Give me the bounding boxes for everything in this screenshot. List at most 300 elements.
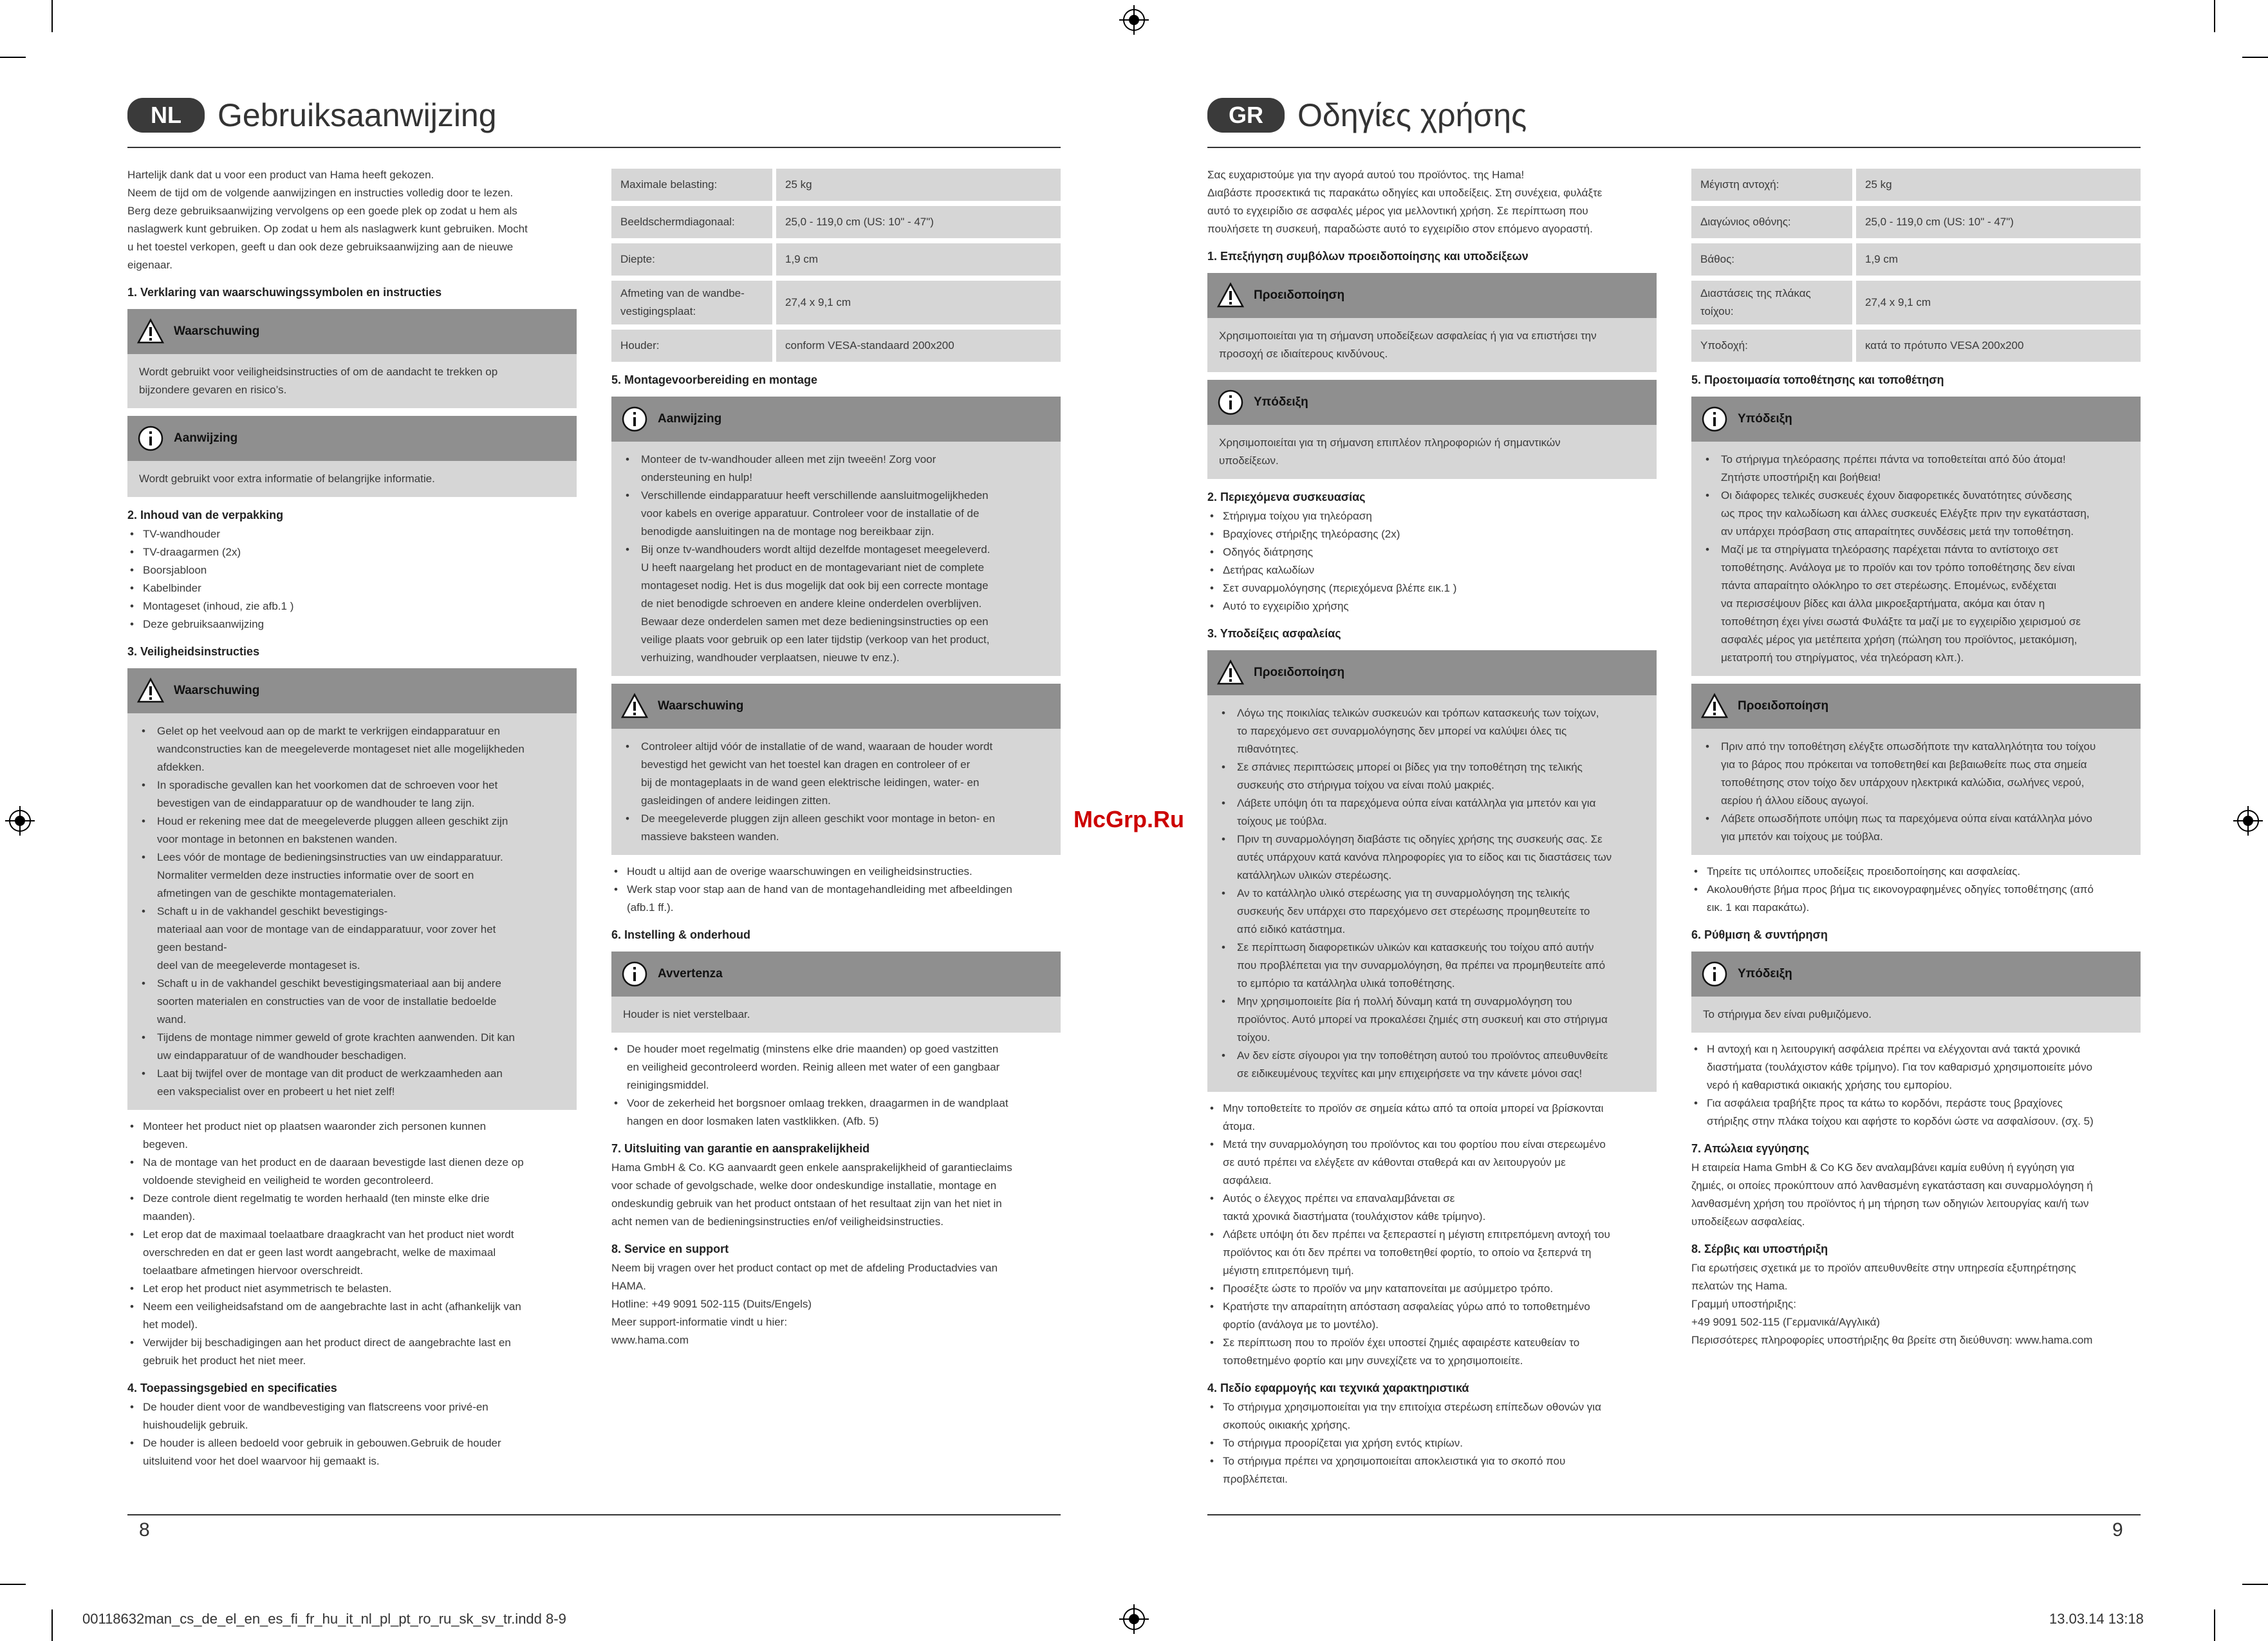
info-icon — [620, 405, 649, 433]
warranty-text — [1691, 1159, 2141, 1231]
list-item — [1219, 1047, 1645, 1083]
box-header — [611, 397, 1061, 442]
specs-table — [1691, 169, 2141, 362]
list-item-line: • Verwijder bij beschadigingen aan het product direct de aangebrachte last en — [143, 1336, 511, 1349]
list-item-line: σε ειδικευμένους τεχνίτες και μην επιχειρήσετε να την κάνετε μόνοι σας! — [1237, 1067, 1583, 1080]
box-body — [611, 729, 1061, 855]
box-title: Waarschuwing — [174, 324, 260, 338]
list-item-line: gasleidingen of andere leidingen zitten. — [641, 794, 831, 807]
bullet-list — [1207, 1398, 1657, 1488]
specs-row — [611, 330, 1061, 362]
list-item-line: wand. — [157, 1013, 187, 1026]
list-item: • Kabelbinder — [127, 579, 577, 597]
specs-row — [1691, 206, 2141, 238]
text-line: Neem de tijd om de volgende aanwijzingen en instructies volledig door te lezen. — [127, 187, 514, 199]
box-header — [127, 668, 577, 713]
list-item-line: να περισσέψουν βίδες και άλλα μικροεξαρτήματα, ακόμα και όταν η — [1721, 597, 2045, 610]
list-item-line: πιθανότητες. — [1237, 743, 1299, 755]
spec-label: Διαγώνιος οθόνης: — [1691, 206, 1852, 238]
list-item — [127, 1280, 577, 1298]
watermark: McGrp.Ru — [1074, 806, 1185, 832]
text-line: voor schade of gevolgschade, welke door ondeskundige installatie, montage en — [611, 1179, 997, 1192]
box-header — [611, 952, 1061, 997]
list-item-line: τοποθέτηση έχει γίνει σωστά Φυλάξτε τα μαζί με το εγχειρίδιο χειρισμού σε — [1721, 615, 2081, 628]
section-heading: 6. Ρύθμιση & συντήρηση — [1691, 928, 1828, 941]
box-title: Υπόδειξη — [1738, 412, 1792, 426]
list-item — [623, 810, 1049, 846]
text-line: Hartelijk dank dat u voor een product van Hama heeft gekozen. — [127, 169, 434, 181]
list-item-line: εικ. 1 και παρακάτω). — [1707, 901, 1810, 914]
bullet-list — [611, 863, 1061, 917]
warning-box — [127, 309, 577, 408]
text-line: Wordt gebruikt voor extra informatie of belangrijke informatie. — [139, 473, 435, 485]
crop-mark — [2214, 0, 2215, 32]
list-item — [127, 1434, 577, 1470]
list-item-line: • Αν το κατάλληλο υλικό στερέωσης για τη συναρμολόγηση της τελικής — [1237, 887, 1570, 899]
list-item-line: • Πριν τη συναρμολόγηση διαβάστε τις οδηγίες χρήσης της συσκευής σας. Σε — [1237, 833, 1603, 845]
list-item — [139, 1029, 565, 1065]
list-item — [139, 1065, 565, 1101]
list-item — [1207, 1100, 1657, 1136]
list-item-line: bij de montageplaats in de wand geen elektrische leidingen, water- en — [641, 776, 980, 789]
box-title: Waarschuwing — [174, 684, 260, 697]
crop-mark — [0, 1584, 26, 1585]
list-item-line: massieve baksteen wanden. — [641, 830, 779, 843]
section-heading: 3. Υποδείξεις ασφαλείας — [1207, 627, 1341, 640]
info-icon — [136, 424, 165, 453]
list-item-line: • Λόγω της ποικιλίας τελικών συσκευών και τρόπων κατασκευής των τοίχων, — [1237, 707, 1599, 719]
info-icon — [1216, 388, 1245, 417]
list-item-line: Normaliter vermelden deze instructies informatie over de soort en — [157, 869, 474, 881]
bullet-list — [623, 738, 1049, 846]
text-line: Περισσότερες πληροφορίες υποστήριξης θα βρείτε στη διεύθυνση: www.hama.com — [1691, 1334, 2093, 1346]
list-item-line: • Schaft u in de vakhandel geschikt bevestigingsmateriaal aan bij andere — [157, 977, 501, 989]
list-item — [1691, 1040, 2141, 1094]
spec-label: Βάθος: — [1691, 243, 1852, 276]
note-box — [127, 416, 577, 497]
list-item-line: • Η αντοχή και η λειτουργική ασφάλεια πρέπει να ελέγχονται ανά τακτά χρονικά — [1707, 1043, 2081, 1055]
specs-row — [1691, 169, 2141, 201]
section-heading: 3. Veiligheidsinstructies — [127, 645, 260, 658]
list-item-line: • De meegeleverde pluggen zijn alleen geschikt voor montage in beton- en — [641, 812, 996, 825]
box-body — [1691, 729, 2141, 855]
list-item-line: • Πριν από την τοποθέτηση ελέγξτε οπωσδήποτε την καταλληλότητα του τοίχου — [1721, 740, 2096, 753]
specs-row — [611, 206, 1061, 238]
list-item-line: πάντα απαραίτητο ολόκληρο το σετ στερέωσης. Επομένως, ενδέχεται — [1721, 579, 2057, 592]
box-body — [1691, 997, 2141, 1033]
list-item-line: • Houdt u altijd aan de overige waarschuwingen en veiligheidsinstructies. — [627, 865, 972, 877]
section-heading: 1. Επεξήγηση συμβόλων προειδοποίησης και υποδείξεων — [1207, 250, 1529, 263]
warranty-text — [611, 1159, 1061, 1231]
list-item — [127, 1154, 577, 1190]
list-item-line: • Μαζί με τα στηρίγματα τηλεόρασης παρέχεται πάντα το αντίστοιχο σετ — [1721, 543, 2059, 556]
list-item — [1207, 1298, 1657, 1334]
text-line: πουλήσετε τη συσκευή, παραδώστε αυτό το εγχειρίδιο στον επόμενο αγοραστή. — [1207, 223, 1593, 235]
box-header — [611, 684, 1061, 729]
list-item-line: αυτές υπάρχουν κατά κανόνα πληροφορίες για το είδος και τις διαστάσεις των — [1237, 851, 1612, 863]
list-item-line: • Λάβετε οπωσδήποτε υπόψη πως τα παρεχόμενα ούπα είναι κατάλληλα μόνο — [1721, 812, 2092, 825]
note-box — [1691, 397, 2141, 676]
box-body — [611, 997, 1061, 1033]
spec-value: 1,9 cm — [776, 243, 1061, 276]
list-item — [127, 1226, 577, 1280]
page-number: 9 — [2112, 1519, 2123, 1541]
registration-mark-icon — [5, 806, 35, 836]
page-header-left — [127, 97, 497, 134]
box-title: Waarschuwing — [658, 699, 744, 713]
list-item-line: • Κρατήστε την απαραίτητη απόσταση ασφαλείας γύρω από το τοποθετημένο — [1223, 1300, 1590, 1313]
list-item — [1207, 1398, 1657, 1434]
bullet-list — [1219, 704, 1645, 1083]
list-item — [623, 451, 1049, 487]
language-tag: GR — [1207, 98, 1285, 133]
bullet-list — [1703, 738, 2129, 846]
specs-row — [611, 281, 1061, 324]
section-heading: 1. Verklaring van waarschuwingssymbolen en instructies — [127, 286, 442, 299]
bullet-list — [1207, 507, 1657, 615]
list-item-line: αν υπάρχει πρόσβαση στις απαραίτητες συνδέσεις μετά την τοποθέτηση. — [1721, 525, 2074, 538]
section-heading: 6. Instelling & onderhoud — [611, 928, 750, 941]
text-line: eigenaar. — [127, 259, 172, 271]
list-item-line: • Werk stap voor stap aan de hand van de montagehandleiding met afbeeldingen — [627, 883, 1012, 896]
header-rule — [1207, 147, 2141, 148]
warning-box — [1207, 273, 1657, 372]
file-name: 00118632man_cs_de_el_en_es_fi_fr_hu_it_nl_pl_pt_ro_ru_sk_sv_tr.indd 8-9 — [82, 1611, 566, 1627]
spec-value: 25,0 - 119,0 cm (US: 10" - 47") — [776, 206, 1061, 238]
box-header — [1207, 380, 1657, 425]
text-line: Wordt gebruikt voor veiligheidsinstructies of om de aandacht te trekken op — [139, 366, 498, 378]
bullet-list — [127, 1118, 577, 1370]
list-item-line: • Houd er rekening mee dat de meegeleverde pluggen alleen geschikt zijn — [157, 815, 508, 827]
list-item-line: μετατροπή του στηρίγματος, νέα τηλεόραση κλπ.). — [1721, 652, 1964, 664]
list-item-line: benodigde aansluitingen na de montage nog bereikbaar zijn. — [641, 525, 934, 538]
text-line: Meer support-informatie vindt u hier: — [611, 1316, 788, 1328]
crop-mark — [2214, 1609, 2215, 1641]
page-title: Οδηγίες χρήσης — [1297, 97, 1527, 133]
section-heading: 5. Montagevoorbereiding en montage — [611, 373, 818, 386]
crop-mark — [51, 1609, 53, 1641]
list-item-line: άτομα. — [1223, 1120, 1256, 1132]
list-item-line: προϊόντος. Αυτό μπορεί να προκαλέσει ζημιές στη συσκευή και στο στήριγμα — [1237, 1013, 1608, 1026]
list-item-line: en veiligheid gecontroleerd worden. Reinig alleen met water of een gangbaar — [627, 1061, 1000, 1073]
warning-icon — [620, 692, 649, 720]
list-item — [611, 881, 1061, 917]
spec-label: Διαστάσεις της πλάκας τοίχου: — [1691, 281, 1852, 324]
list-item — [623, 487, 1049, 541]
list-item — [139, 776, 565, 812]
list-item-line: Bewaar deze onderdelen samen met deze bedieningsinstructies op een — [641, 615, 989, 628]
list-item-line: • Για ασφάλεια τραβήξτε προς τα κάτω το κορδόνι, περάστε τους βραχίονες — [1707, 1097, 2063, 1109]
text-line: υποδείξεων ασφαλείας. — [1691, 1215, 1805, 1228]
list-item-line: το εμπόριο τα κατάλληλα υλικά τοποθέτησης. — [1237, 977, 1455, 989]
box-body — [611, 442, 1061, 676]
list-item-line: verhuizing, wandhouder verplaatsen, nieuwe tv enz.). — [641, 652, 900, 664]
note-box — [1691, 952, 2141, 1033]
list-item-line: • Σε σπάνιες περιπτώσεις μπορεί οι βίδες για την τοποθέτηση της τελικής — [1237, 761, 1583, 773]
list-item-line: τοίχου. — [1237, 1031, 1270, 1044]
list-item-line: Ζητήστε υποστήριξη και βοήθεια! — [1721, 471, 1881, 483]
list-item — [1703, 541, 2129, 667]
list-item-line: • De houder dient voor de wandbevestiging van flatscreens voor privé-en — [143, 1401, 488, 1413]
list-item-line: • Lees vóór de montage de bedieningsinstructies van uw eindapparatuur. — [157, 851, 503, 863]
list-item-line: • Let erop dat de maximaal toelaatbare draagkracht van het product niet wordt — [143, 1228, 514, 1241]
list-item-line: voor kabels en overige apparatuur. Controleer voor de installatie of de — [641, 507, 980, 520]
right-column-2 — [1691, 169, 2141, 1349]
warning-box — [127, 668, 577, 1110]
note-box — [611, 952, 1061, 1033]
list-item-line: geen bestand- — [157, 941, 227, 953]
list-item-line: ασφάλεια. — [1223, 1174, 1272, 1186]
list-item-line: • Μην χρησιμοποιείτε βία ή πολλή δύναμη κατά τη συναρμολόγηση του — [1237, 995, 1572, 1008]
list-item-line: προβλέπεται. — [1223, 1473, 1288, 1485]
list-item-line: U heeft naargelang het product en de montagevariant niet de complete — [641, 561, 985, 574]
warning-icon — [136, 677, 165, 705]
list-item-line: φορτίο (ανάλογα με το μοντέλο). — [1223, 1318, 1379, 1331]
list-item — [1207, 1334, 1657, 1370]
bullet-list — [623, 451, 1049, 667]
list-item: • Deze gebruiksaanwijzing — [127, 615, 577, 633]
section-heading: 8. Σέρβις και υποστήριξη — [1691, 1242, 1828, 1255]
list-item — [611, 863, 1061, 881]
text-line: ondeskundig gebruik van het product ontstaan of het resultaat zijn van het niet in — [611, 1197, 1002, 1210]
list-item-line: • Laat bij twijfel over de montage van dit product de werkzaamheden aan — [157, 1067, 503, 1080]
list-item-line: voor montage in betonnen en bakstenen wanden. — [157, 833, 398, 845]
list-item-line: • Τηρείτε τις υπόλοιπες υποδείξεις προειδοποίησης και ασφαλείας. — [1707, 865, 2021, 877]
text-line: Σας ευχαριστούμε για την αγορά αυτού του προϊόντος. της Hama! — [1207, 169, 1525, 181]
list-item-line: • Neem een veiligheidsafstand om de aangebrachte last in acht (afhankelijk van — [143, 1300, 521, 1313]
list-item — [139, 975, 565, 1029]
spec-value: 25,0 - 119,0 cm (US: 10" - 47") — [1856, 206, 2141, 238]
list-item-line: ασφαλές μέρος για μετέπειτα χρήση (πώληση του προϊόντος, μετακόμιση, — [1721, 633, 2077, 646]
registration-mark-icon — [2233, 806, 2263, 836]
box-title: Aanwijzing — [174, 431, 238, 445]
note-box — [611, 397, 1061, 676]
list-item-line: • Tijdens de montage nimmer geweld of grote krachten aanwenden. Dit kan — [157, 1031, 515, 1044]
list-item-line: τοποθέτησης. Ανάλογα με το προϊόν και τον τρόπο τοποθέτησης δεν είναι — [1721, 561, 2076, 574]
warning-icon — [1216, 659, 1245, 687]
list-item — [1207, 1226, 1657, 1280]
list-item-line: προϊόντος και ότι δεν πρέπει να τοποθετηθεί φορτίο, το οποίο να ξεπερνά τη — [1223, 1246, 1592, 1259]
list-item-line: uw eindapparatuur of de wandhouder beschadigen. — [157, 1049, 407, 1062]
box-header — [127, 416, 577, 461]
text-line: Το στήριγμα δεν είναι ρυθμιζόμενο. — [1703, 1008, 1872, 1020]
specs-row — [1691, 281, 2141, 324]
list-item-line: voldoende stevigheid en veiligheid te worden gecontroleerd. — [143, 1174, 434, 1186]
spec-value: 27,4 x 9,1 cm — [776, 281, 1061, 324]
list-item-line: • Λάβετε υπόψη ότι τα παρεχόμενα ούπα είναι κατάλληλα για μπετόν και για — [1237, 797, 1596, 809]
list-item — [611, 1094, 1061, 1130]
list-item-line: • Το στήριγμα πρέπει να χρησιμοποιείται αποκλειστικά για το σκοπό που — [1223, 1455, 1566, 1467]
list-item — [127, 1190, 577, 1226]
box-body — [1207, 318, 1657, 372]
list-item: • Δετήρας καλωδίων — [1207, 561, 1657, 579]
list-item-line: • Μην τοποθετείτε το προϊόν σε σημεία κάτω από τα οποία μπορεί να βρίσκονται — [1223, 1102, 1604, 1114]
box-header — [1207, 650, 1657, 695]
box-header — [1691, 397, 2141, 442]
list-item — [1219, 794, 1645, 830]
list-item — [1207, 1136, 1657, 1190]
text-line: πελατών της Hama. — [1691, 1280, 1788, 1292]
intro-text — [127, 166, 577, 274]
list-item-line: • Voor de zekerheid het borgsnoer omlaag trekken, draagarmen in de wandplaat — [627, 1097, 1009, 1109]
text-line: bijzondere gevaren en risico’s. — [139, 384, 287, 396]
text-line: naslagwerk kunt gebruiken. Op zodat u hem als naslagwerk kunt gebruiken. Mocht — [127, 223, 528, 235]
list-item-line: • Bij onze tv-wandhouders wordt altijd dezelfde montageset meegeleverd. — [641, 543, 990, 556]
bullet-list — [1703, 451, 2129, 667]
spec-label: Μέγιστη αντοχή: — [1691, 169, 1852, 201]
section-heading: 2. Inhoud van de verpakking — [127, 509, 284, 521]
specs-row — [1691, 330, 2141, 362]
box-header — [127, 309, 577, 354]
list-item-line: hangen en door losmaken laten vastklikken. (Afb. 5) — [627, 1115, 879, 1127]
bullet-list — [127, 1398, 577, 1470]
list-item: • TV-wandhouder — [127, 525, 577, 543]
text-line: Houder is niet verstelbaar. — [623, 1008, 750, 1020]
text-line: www.hama.com — [611, 1334, 689, 1346]
list-item-line: από ειδικό κατάστημα. — [1237, 923, 1346, 935]
list-item-line: een vakspecialist over en probeert u het niet zelf! — [157, 1085, 395, 1098]
list-item-line: • Let erop het product niet asymmetrisch te belasten. — [143, 1282, 392, 1295]
box-body — [127, 461, 577, 497]
intro-text — [1207, 166, 1657, 238]
bullet-list — [611, 1040, 1061, 1130]
section-heading: 7. Απώλεια εγγύησης — [1691, 1142, 1810, 1155]
language-tag: NL — [127, 98, 205, 133]
list-item: • Αυτό το εγχειρίδιο χρήσης — [1207, 597, 1657, 615]
section-heading: 8. Service en support — [611, 1242, 729, 1255]
left-column-2 — [611, 169, 1061, 1349]
list-item — [139, 812, 565, 849]
registration-mark-icon — [1119, 5, 1149, 35]
spec-label: Maximale belasting: — [611, 169, 772, 201]
list-item-line: • Το στήριγμα προορίζεται για χρήση εντός κτιρίων. — [1223, 1437, 1463, 1449]
list-item-line: σε αυτό πρέπει να ελέγξετε αν κάθονται σταθερά και αν λειτουργούν με — [1223, 1156, 1566, 1168]
list-item-line: toelaatbare afmetingen hiervoor overschreidt. — [143, 1264, 364, 1277]
list-item-line: • Controleer altijd vóór de installatie of de wand, waaraan de houder wordt — [641, 740, 993, 753]
text-line: ζημιές, οι οποίες προκύπτουν από λανθασμένη εγκατάσταση και συναρμολόγηση ή — [1691, 1179, 2093, 1192]
list-item — [1219, 704, 1645, 758]
warning-box — [611, 684, 1061, 855]
service-text — [1691, 1259, 2141, 1349]
list-item — [127, 1118, 577, 1154]
list-item — [139, 849, 565, 903]
info-icon — [620, 960, 649, 988]
list-item-line: • Προσέξτε ώστε το προϊόν να μην καταπονείται με ασύμμετρο τρόπο. — [1223, 1282, 1554, 1295]
spec-label: Afmeting van de wandbe-vestigingsplaat: — [611, 281, 772, 324]
specs-row — [611, 169, 1061, 201]
list-item-line: • Monteer het product niet op plaatsen waaronder zich personen kunnen — [143, 1120, 487, 1132]
list-item-line: • Λάβετε υπόψη ότι δεν πρέπει να ξεπεραστεί η μέγιστη επιτρεπόμενη αντοχή του — [1223, 1228, 1610, 1241]
text-line: Berg deze gebruiksaanwijzing vervolgens op een goede plek op zodat u hem als — [127, 205, 517, 217]
specs-row — [611, 243, 1061, 276]
list-item-line: reinigingsmiddel. — [627, 1079, 709, 1091]
section-heading: 4. Toepassingsgebied en specificaties — [127, 1382, 337, 1394]
section-heading: 4. Πεδίο εφαρμογής και τεχνικά χαρακτηριστικά — [1207, 1382, 1469, 1394]
list-item-line: • Μετά την συναρμολόγηση του προϊόντος και του φορτίου που είναι στερεωμένο — [1223, 1138, 1606, 1150]
list-item — [139, 722, 565, 776]
list-item: • Σετ συναρμολόγησης (περιεχόμενα βλέπε εικ.1 ) — [1207, 579, 1657, 597]
list-item — [127, 1298, 577, 1334]
spec-label: Υποδοχή: — [1691, 330, 1852, 362]
list-item — [623, 738, 1049, 810]
list-item-line: de niet benodigde schroeven en andere kleine onderdelen overblijven. — [641, 597, 982, 610]
text-line: υποδείξεων. — [1219, 455, 1279, 467]
list-item — [1691, 881, 2141, 917]
spec-label: Houder: — [611, 330, 772, 362]
text-line: προσοχή σε ιδιαίτερους κινδύνους. — [1219, 348, 1388, 360]
list-item-line: • Verschillende eindapparatuur heeft verschillende aansluitmogelijkheden — [641, 489, 989, 502]
list-item-line: συσκευής δεν υπάρχει στο παρεχόμενο σετ στερέωσης προμηθευτείτε το — [1237, 905, 1590, 917]
warning-icon — [1700, 692, 1729, 720]
box-body — [1207, 695, 1657, 1092]
list-item — [623, 541, 1049, 667]
spec-value: 1,9 cm — [1856, 243, 2141, 276]
list-item — [1207, 1190, 1657, 1226]
spec-value: conform VESA-standaard 200x200 — [776, 330, 1061, 362]
specs-table — [611, 169, 1061, 362]
box-header — [1691, 684, 2141, 729]
list-item — [1691, 863, 2141, 881]
service-text — [611, 1259, 1061, 1349]
list-item-line: • Οι διάφορες τελικές συσκευές έχουν διαφορετικές δυνατότητες σύνδεσης — [1721, 489, 2072, 502]
crop-mark — [2242, 1584, 2268, 1585]
box-header — [1691, 952, 2141, 997]
left-column-1 — [127, 166, 577, 1470]
list-item-line: begeven. — [143, 1138, 188, 1150]
list-item-line: • Deze controle dient regelmatig te worden herhaald (ten minste elke drie — [143, 1192, 490, 1205]
box-body — [1207, 425, 1657, 479]
bullet-list — [139, 722, 565, 1101]
spec-value: 25 kg — [776, 169, 1061, 201]
text-line: u het toestel verkopen, geeft u dan ook deze gebruiksaanwijzing aan de nieuwe — [127, 241, 514, 253]
list-item-line: het model). — [143, 1318, 198, 1331]
list-item-line: για μπετόν και τοίχους με τούβλα. — [1721, 830, 1883, 843]
section-heading: 7. Uitsluiting van garantie en aansprakelijkheid — [611, 1142, 870, 1155]
section-heading: 5. Προετοιμασία τοποθέτησης και τοποθέτηση — [1691, 373, 1944, 386]
list-item-line: κατάλληλων υλικών στερέωσης. — [1237, 869, 1392, 881]
list-item-line: • Το στήριγμα χρησιμοποιείται για την επιτοίχια στερέωση επίπεδων οθονών για — [1223, 1401, 1601, 1413]
text-line: Χρησιμοποιείται για τη σήμανση υποδείξεων ασφαλείας ή για να επιστήσει την — [1219, 330, 1597, 342]
box-title: Aanwijzing — [658, 412, 722, 426]
list-item-line: • De houder moet regelmatig (minstens elke drie maanden) op goed vastzitten — [627, 1043, 999, 1055]
box-body — [127, 713, 577, 1110]
spec-value: 25 kg — [1856, 169, 2141, 201]
text-line: αυτό το εγχειρίδιο σε ασφαλές μέρος για μελλοντική χρήση. Σε περίπτωση που — [1207, 205, 1588, 217]
list-item — [1703, 738, 2129, 810]
list-item-line: • Na de montage van het product en de daaraan bevestigde last dienen deze op — [143, 1156, 524, 1168]
list-item-line: • Αυτός ο έλεγχος πρέπει να επαναλαμβάνεται σε — [1223, 1192, 1455, 1205]
bullet-list — [127, 525, 577, 633]
list-item-line: afmetingen van de geschikte montagematerialen. — [157, 887, 396, 899]
warning-icon — [136, 317, 165, 346]
crop-mark — [0, 57, 26, 58]
text-line: Γραμμή υποστήριξης: — [1691, 1298, 1796, 1310]
list-item-line: overschreden en dat er geen last wordt aangebracht, welke de maximaal — [143, 1246, 496, 1259]
list-item — [1219, 830, 1645, 885]
section-heading: 2. Περιεχόμενα συσκευασίας — [1207, 491, 1366, 503]
list-item-line: wandconstructies kan de meegeleverde montageset niet alle mogelijkheden — [157, 743, 525, 755]
list-item — [1207, 1452, 1657, 1488]
list-item — [1207, 1280, 1657, 1298]
print-date: 13.03.14 13:18 — [2049, 1611, 2144, 1627]
specs-row — [1691, 243, 2141, 276]
list-item-line: για το βάρος που πρόκειται να τοποθετηθεί και βεβαιωθείτε πως στα σημεία — [1721, 758, 2087, 771]
list-item-line: τοίχους με τούβλα. — [1237, 815, 1327, 827]
list-item-line: afdekken. — [157, 761, 205, 773]
list-item-line: μέγιστη επιτρεπόμενη τιμή. — [1223, 1264, 1354, 1277]
list-item — [1219, 758, 1645, 794]
list-item-line: στήριξης στην πλάκα τοίχου και αφήστε το κορδόνι ώστε να ασφαλίσουν. (σχ. 5) — [1707, 1115, 2094, 1127]
